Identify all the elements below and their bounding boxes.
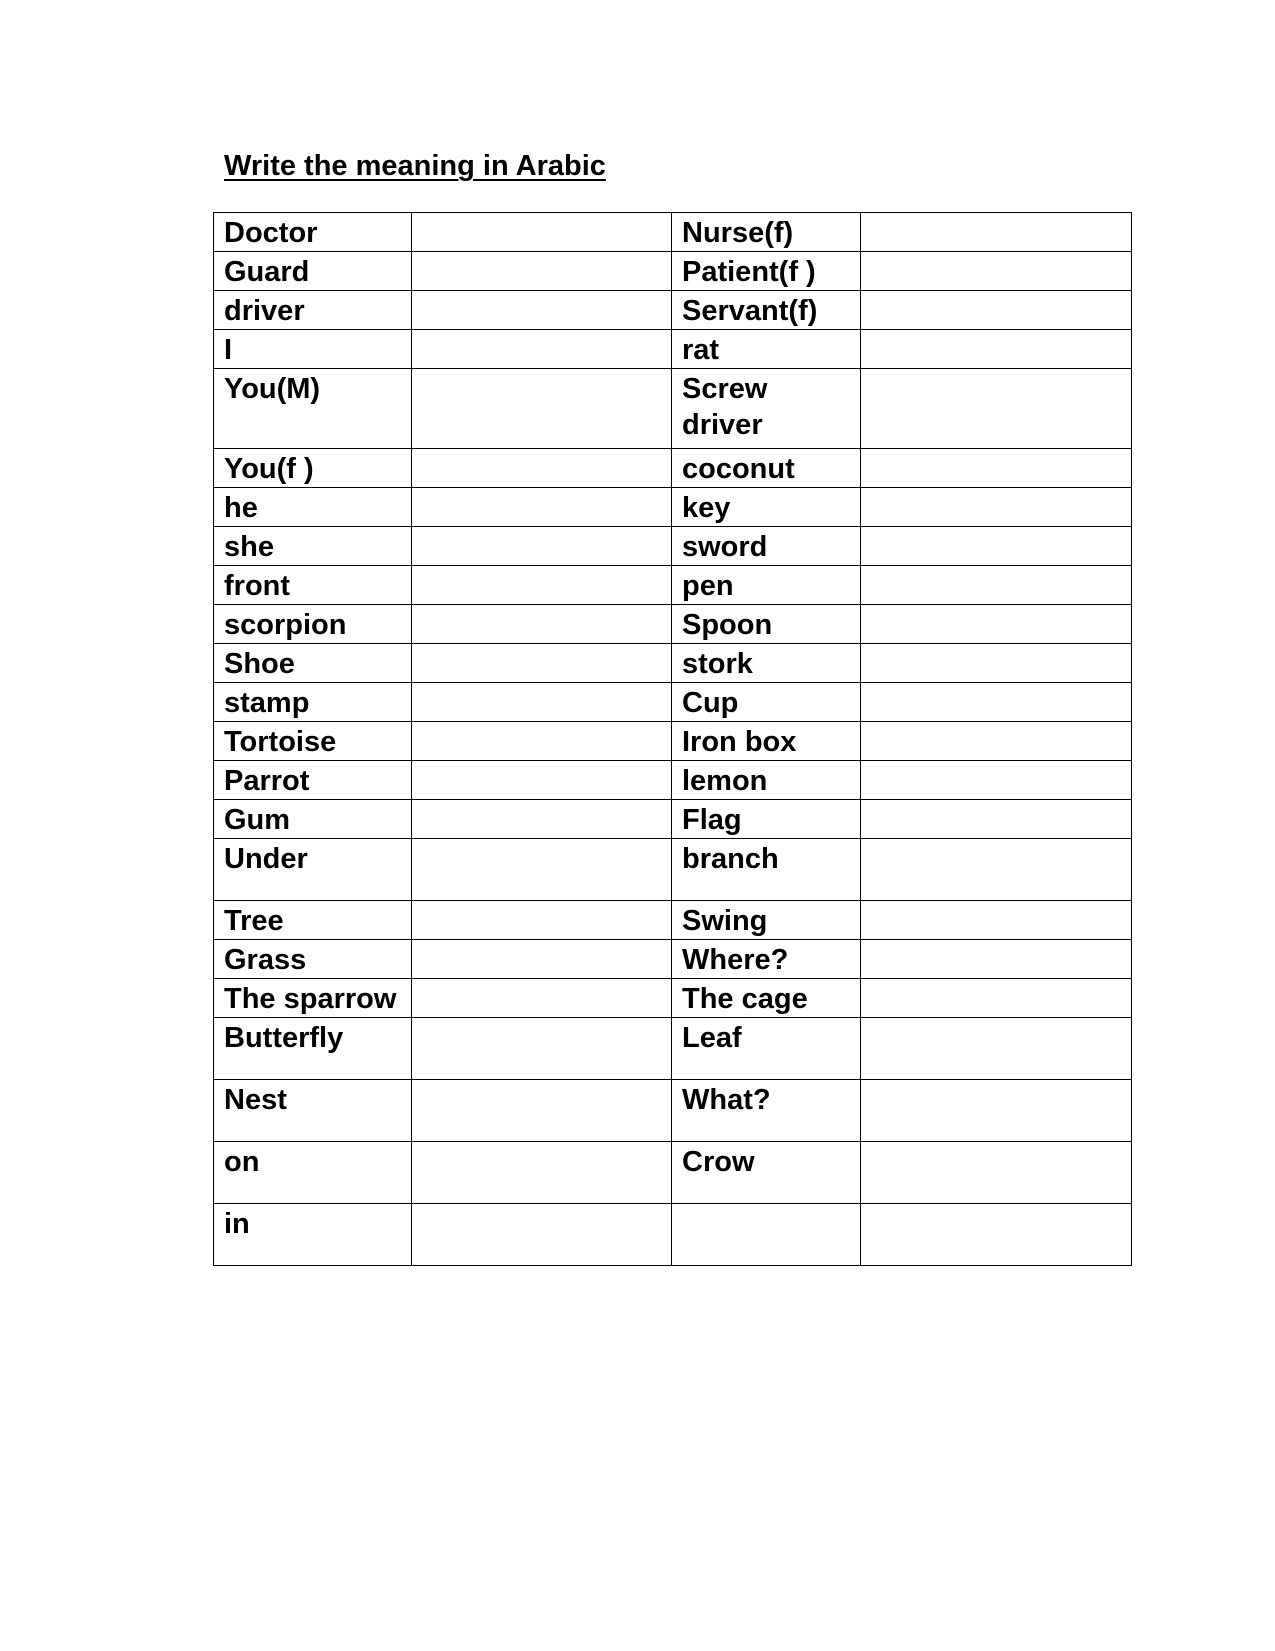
table-row xyxy=(214,488,1132,527)
english-word-right: Patient(f ) xyxy=(672,252,861,291)
table-row xyxy=(214,566,1132,605)
arabic-answer-cell-right[interactable] xyxy=(861,252,1132,291)
arabic-answer-cell-left[interactable] xyxy=(412,940,672,979)
table-row xyxy=(214,839,1132,901)
table-row xyxy=(214,330,1132,369)
english-word-left: front xyxy=(214,566,412,605)
english-word-right: Screw driver xyxy=(672,369,861,449)
arabic-answer-cell-left[interactable] xyxy=(412,369,672,449)
arabic-answer-cell-left[interactable] xyxy=(412,1204,672,1266)
table-row xyxy=(214,761,1132,800)
english-word-left: on xyxy=(214,1142,412,1204)
english-word-left: stamp xyxy=(214,683,412,722)
english-word-right xyxy=(672,1204,861,1266)
arabic-answer-cell-left[interactable] xyxy=(412,1142,672,1204)
arabic-answer-cell-left[interactable] xyxy=(412,1080,672,1142)
arabic-answer-cell-right[interactable] xyxy=(861,800,1132,839)
arabic-answer-cell-left[interactable] xyxy=(412,566,672,605)
table-row xyxy=(214,1080,1132,1142)
arabic-answer-cell-right[interactable] xyxy=(861,566,1132,605)
arabic-answer-cell-right[interactable] xyxy=(861,605,1132,644)
table-row xyxy=(214,527,1132,566)
arabic-answer-cell-right[interactable] xyxy=(861,1204,1132,1266)
arabic-answer-cell-right[interactable] xyxy=(861,940,1132,979)
english-word-right: rat xyxy=(672,330,861,369)
table-row xyxy=(214,901,1132,940)
english-word-right: Crow xyxy=(672,1142,861,1204)
table-row xyxy=(214,1142,1132,1204)
arabic-answer-cell-right[interactable] xyxy=(861,330,1132,369)
arabic-answer-cell-left[interactable] xyxy=(412,291,672,330)
arabic-answer-cell-right[interactable] xyxy=(861,722,1132,761)
arabic-answer-cell-right[interactable] xyxy=(861,683,1132,722)
english-word-left: You(f ) xyxy=(214,449,412,488)
arabic-answer-cell-left[interactable] xyxy=(412,488,672,527)
arabic-answer-cell-left[interactable] xyxy=(412,330,672,369)
arabic-answer-cell-left[interactable] xyxy=(412,213,672,252)
english-word-right: Where? xyxy=(672,940,861,979)
english-word-left: You(M) xyxy=(214,369,412,449)
english-word-right: Servant(f) xyxy=(672,291,861,330)
table-row xyxy=(214,1018,1132,1080)
table-row xyxy=(214,605,1132,644)
arabic-answer-cell-right[interactable] xyxy=(861,1018,1132,1080)
table-row xyxy=(214,369,1132,449)
english-word-right: Flag xyxy=(672,800,861,839)
arabic-answer-cell-left[interactable] xyxy=(412,761,672,800)
table-row xyxy=(214,722,1132,761)
arabic-answer-cell-left[interactable] xyxy=(412,683,672,722)
table-row xyxy=(214,1204,1132,1266)
arabic-answer-cell-left[interactable] xyxy=(412,644,672,683)
english-word-left: Parrot xyxy=(214,761,412,800)
english-word-right: Spoon xyxy=(672,605,861,644)
english-word-right: coconut xyxy=(672,449,861,488)
english-word-right: Cup xyxy=(672,683,861,722)
arabic-answer-cell-right[interactable] xyxy=(861,761,1132,800)
arabic-answer-cell-right[interactable] xyxy=(861,839,1132,901)
english-word-right: Leaf xyxy=(672,1018,861,1080)
english-word-left: she xyxy=(214,527,412,566)
table-row xyxy=(214,683,1132,722)
arabic-answer-cell-right[interactable] xyxy=(861,369,1132,449)
arabic-answer-cell-left[interactable] xyxy=(412,252,672,291)
english-word-left: Under xyxy=(214,839,412,901)
table-row xyxy=(214,291,1132,330)
table-row xyxy=(214,800,1132,839)
english-word-right: Nurse(f) xyxy=(672,213,861,252)
table-row xyxy=(214,979,1132,1018)
arabic-answer-cell-left[interactable] xyxy=(412,901,672,940)
english-word-right: The cage xyxy=(672,979,861,1018)
arabic-answer-cell-right[interactable] xyxy=(861,901,1132,940)
english-word-left: Guard xyxy=(214,252,412,291)
english-word-right: sword xyxy=(672,527,861,566)
arabic-answer-cell-right[interactable] xyxy=(861,291,1132,330)
english-word-right: pen xyxy=(672,566,861,605)
english-word-right: branch xyxy=(672,839,861,901)
arabic-answer-cell-right[interactable] xyxy=(861,1080,1132,1142)
arabic-answer-cell-right[interactable] xyxy=(861,644,1132,683)
worksheet-title: Write the meaning in Arabic xyxy=(224,150,606,182)
english-word-right: stork xyxy=(672,644,861,683)
arabic-answer-cell-left[interactable] xyxy=(412,605,672,644)
english-word-left: Gum xyxy=(214,800,412,839)
table-row xyxy=(214,252,1132,291)
english-word-left: Nest xyxy=(214,1080,412,1142)
arabic-answer-cell-left[interactable] xyxy=(412,979,672,1018)
table-row xyxy=(214,213,1132,252)
table-row xyxy=(214,940,1132,979)
english-word-left: Tortoise xyxy=(214,722,412,761)
arabic-answer-cell-right[interactable] xyxy=(861,213,1132,252)
english-word-right: What? xyxy=(672,1080,861,1142)
arabic-answer-cell-right[interactable] xyxy=(861,1142,1132,1204)
arabic-answer-cell-left[interactable] xyxy=(412,839,672,901)
arabic-answer-cell-left[interactable] xyxy=(412,722,672,761)
arabic-answer-cell-left[interactable] xyxy=(412,1018,672,1080)
arabic-answer-cell-left[interactable] xyxy=(412,449,672,488)
english-word-left: Butterfly xyxy=(214,1018,412,1080)
english-word-left: Tree xyxy=(214,901,412,940)
arabic-answer-cell-right[interactable] xyxy=(861,449,1132,488)
english-word-left: Shoe xyxy=(214,644,412,683)
english-word-right: lemon xyxy=(672,761,861,800)
table-row xyxy=(214,449,1132,488)
english-word-right: Iron box xyxy=(672,722,861,761)
english-word-left: he xyxy=(214,488,412,527)
english-word-left: The sparrow xyxy=(214,979,412,1018)
table-row xyxy=(214,644,1132,683)
english-word-left: I xyxy=(214,330,412,369)
arabic-answer-cell-right[interactable] xyxy=(861,979,1132,1018)
english-word-right: Swing xyxy=(672,901,861,940)
arabic-answer-cell-left[interactable] xyxy=(412,527,672,566)
english-word-left: Grass xyxy=(214,940,412,979)
english-word-left: in xyxy=(214,1204,412,1266)
english-word-left: scorpion xyxy=(214,605,412,644)
arabic-answer-cell-left[interactable] xyxy=(412,800,672,839)
english-word-left: driver xyxy=(214,291,412,330)
vocabulary-table xyxy=(213,212,1132,1266)
arabic-answer-cell-right[interactable] xyxy=(861,527,1132,566)
english-word-left: Doctor xyxy=(214,213,412,252)
arabic-answer-cell-right[interactable] xyxy=(861,488,1132,527)
english-word-right: key xyxy=(672,488,861,527)
